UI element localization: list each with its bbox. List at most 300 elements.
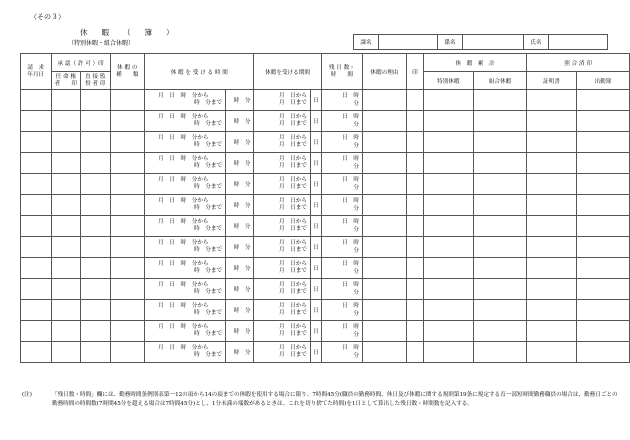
day-count-cell[interactable]: 日: [310, 300, 321, 321]
table-row: [21, 258, 630, 279]
remaining-cell[interactable]: [321, 195, 362, 216]
attendance-cell[interactable]: [576, 174, 629, 195]
day-count-cell[interactable]: 日: [310, 237, 321, 258]
name-label: 氏名: [524, 35, 549, 50]
seal-cell[interactable]: [406, 342, 423, 363]
remaining-min-label: 分: [353, 122, 359, 128]
reason-cell[interactable]: [363, 342, 407, 363]
remaining-cell[interactable]: [321, 111, 362, 132]
certificate-cell[interactable]: [527, 132, 576, 153]
approver-supervisor-cell[interactable]: [81, 111, 110, 132]
seal-cell[interactable]: [406, 300, 423, 321]
table-row: [21, 195, 630, 216]
remaining-min-label: 分: [353, 290, 359, 296]
special-leave-cell[interactable]: [423, 279, 473, 300]
leave-period-range-cell[interactable]: [254, 237, 311, 258]
approver-duty-cell[interactable]: [51, 279, 81, 300]
day-count-cell[interactable]: 日: [310, 195, 321, 216]
time-from-label: 月 日 時 分から: [158, 303, 209, 309]
leave-type-cell[interactable]: [110, 216, 145, 237]
time-to-label: 時 分まで: [194, 121, 223, 127]
leave-period-range-cell[interactable]: [254, 90, 311, 111]
remaining-day-label: 日 時: [342, 303, 359, 309]
leave-type-cell[interactable]: [110, 279, 145, 300]
leave-type-cell[interactable]: [110, 195, 145, 216]
header-remaining: 残 日 数・ 時 間: [321, 54, 362, 90]
seal-cell[interactable]: [406, 321, 423, 342]
union-leave-cell[interactable]: [473, 153, 527, 174]
special-leave-cell[interactable]: [423, 90, 473, 111]
approver-duty-cell[interactable]: [51, 132, 81, 153]
remaining-min-label: 分: [353, 101, 359, 107]
leave-period-range-cell[interactable]: [254, 279, 311, 300]
remaining-cell[interactable]: [321, 174, 362, 195]
reason-cell[interactable]: [363, 132, 407, 153]
special-leave-cell[interactable]: [423, 237, 473, 258]
footnote-label: (注): [22, 392, 32, 398]
day-count-cell[interactable]: 日: [310, 111, 321, 132]
reason-cell[interactable]: [363, 321, 407, 342]
approver-supervisor-cell[interactable]: [81, 279, 110, 300]
request-date-cell[interactable]: [21, 216, 52, 237]
remaining-min-label: 分: [353, 332, 359, 338]
leave-time-range-cell[interactable]: [145, 237, 226, 258]
special-leave-cell[interactable]: [423, 111, 473, 132]
header-approver-supervisor: 直 接 監 督 者 印: [81, 72, 110, 90]
day-count-cell[interactable]: 日: [310, 321, 321, 342]
table-row: [21, 216, 630, 237]
special-leave-cell[interactable]: [423, 132, 473, 153]
time-to-label: 時 分まで: [194, 163, 223, 169]
attendance-cell[interactable]: [576, 342, 629, 363]
remaining-cell[interactable]: [321, 279, 362, 300]
union-leave-cell[interactable]: [473, 111, 527, 132]
time-to-label: 時 分まで: [194, 247, 223, 253]
approver-duty-cell[interactable]: [51, 258, 81, 279]
hours-minutes-cell[interactable]: 時 分: [226, 237, 254, 258]
remaining-cell[interactable]: [321, 90, 362, 111]
leave-period-range-cell[interactable]: [254, 321, 311, 342]
union-leave-cell[interactable]: [473, 132, 527, 153]
header-leave-time: 休 暇 を 受 け る 時 間: [145, 54, 254, 90]
table-row: [21, 174, 630, 195]
attendance-cell[interactable]: [576, 279, 629, 300]
leave-period-range-cell[interactable]: [254, 153, 311, 174]
remaining-day-label: 日 時: [342, 135, 359, 141]
certificate-cell[interactable]: [527, 258, 576, 279]
header-seal: 印: [406, 54, 423, 90]
leave-time-range-cell[interactable]: [145, 111, 226, 132]
leave-type-cell[interactable]: [110, 90, 145, 111]
form-title: 休暇（簿）: [80, 28, 188, 37]
period-from-label: 月 日から: [278, 282, 307, 288]
remaining-day-label: 日 時: [342, 177, 359, 183]
leave-period-range-cell[interactable]: [254, 195, 311, 216]
hours-minutes-cell[interactable]: 時 分: [226, 174, 254, 195]
hours-minutes-cell[interactable]: 時 分: [226, 342, 254, 363]
header-union-leave: 組合休暇: [473, 72, 527, 90]
remaining-day-label: 日 時: [342, 261, 359, 267]
certificate-cell[interactable]: [527, 216, 576, 237]
time-to-label: 時 分まで: [194, 184, 223, 190]
attendance-cell[interactable]: [576, 258, 629, 279]
request-date-cell[interactable]: [21, 342, 52, 363]
header-special-leave: 特別休暇: [423, 72, 473, 90]
day-count-cell[interactable]: 日: [310, 153, 321, 174]
request-date-cell[interactable]: [21, 279, 52, 300]
seal-cell[interactable]: [406, 153, 423, 174]
remaining-day-label: 日 時: [342, 240, 359, 246]
remaining-min-label: 分: [353, 248, 359, 254]
period-to-label: 月 日まで: [278, 289, 307, 295]
approver-duty-cell[interactable]: [51, 216, 81, 237]
special-leave-cell[interactable]: [423, 321, 473, 342]
hours-minutes-cell[interactable]: 時 分: [226, 153, 254, 174]
period-from-label: 月 日から: [278, 198, 307, 204]
leave-register-table: [20, 53, 630, 363]
leave-period-range-cell[interactable]: [254, 216, 311, 237]
approver-duty-cell[interactable]: [51, 342, 81, 363]
time-from-label: 月 日 時 分から: [158, 261, 209, 267]
header-accumulation: 休 暇 累 計: [423, 54, 526, 72]
time-from-label: 月 日 時 分から: [158, 345, 209, 351]
reason-cell[interactable]: [363, 279, 407, 300]
leave-time-range-cell[interactable]: [145, 258, 226, 279]
period-from-label: 月 日から: [278, 93, 307, 99]
approver-supervisor-cell[interactable]: [81, 300, 110, 321]
table-row: [21, 237, 630, 258]
certificate-cell[interactable]: [527, 321, 576, 342]
remaining-day-label: 日 時: [342, 219, 359, 225]
leave-time-range-cell[interactable]: [145, 174, 226, 195]
time-from-label: 月 日 時 分から: [158, 93, 209, 99]
leave-period-range-cell[interactable]: [254, 174, 311, 195]
certificate-cell[interactable]: [527, 237, 576, 258]
time-to-label: 時 分まで: [194, 226, 223, 232]
seal-cell[interactable]: [406, 174, 423, 195]
attendance-cell[interactable]: [576, 132, 629, 153]
attendance-cell[interactable]: [576, 321, 629, 342]
approver-duty-cell[interactable]: [51, 195, 81, 216]
time-from-label: 月 日 時 分から: [158, 240, 209, 246]
certificate-cell[interactable]: [527, 174, 576, 195]
attendance-cell[interactable]: [576, 216, 629, 237]
name-field[interactable]: [549, 35, 608, 50]
reason-cell[interactable]: [363, 111, 407, 132]
union-leave-cell[interactable]: [473, 195, 527, 216]
leave-type-cell[interactable]: [110, 321, 145, 342]
request-date-cell[interactable]: [21, 90, 52, 111]
request-date-cell[interactable]: [21, 300, 52, 321]
period-from-label: 月 日から: [278, 261, 307, 267]
approver-supervisor-cell[interactable]: [81, 321, 110, 342]
period-from-label: 月 日から: [278, 156, 307, 162]
request-date-cell[interactable]: [21, 174, 52, 195]
approver-supervisor-cell[interactable]: [81, 258, 110, 279]
leave-type-cell[interactable]: [110, 111, 145, 132]
table-row: [21, 132, 630, 153]
leave-type-cell[interactable]: [110, 258, 145, 279]
section-field[interactable]: [463, 35, 524, 50]
reason-cell[interactable]: [363, 90, 407, 111]
department-label: 課名: [354, 35, 379, 50]
certificate-cell[interactable]: [527, 300, 576, 321]
period-to-label: 月 日まで: [278, 142, 307, 148]
period-to-label: 月 日まで: [278, 100, 307, 106]
request-date-cell[interactable]: [21, 111, 52, 132]
remaining-cell[interactable]: [321, 300, 362, 321]
period-from-label: 月 日から: [278, 303, 307, 309]
page-label: （その３）: [30, 13, 65, 21]
time-from-label: 月 日 時 分から: [158, 282, 209, 288]
period-from-label: 月 日から: [278, 114, 307, 120]
leave-time-range-cell[interactable]: [145, 153, 226, 174]
hours-minutes-cell[interactable]: 時 分: [226, 279, 254, 300]
remaining-day-label: 日 時: [342, 324, 359, 330]
seal-cell[interactable]: [406, 195, 423, 216]
header-approver-duty: 任 命 権 者 印: [51, 72, 81, 90]
leave-time-range-cell[interactable]: [145, 195, 226, 216]
approver-supervisor-cell[interactable]: [81, 153, 110, 174]
seal-cell[interactable]: [406, 279, 423, 300]
union-leave-cell[interactable]: [473, 300, 527, 321]
certificate-cell[interactable]: [527, 279, 576, 300]
seal-cell[interactable]: [406, 216, 423, 237]
table-row: [21, 342, 630, 363]
hours-minutes-cell[interactable]: 時 分: [226, 216, 254, 237]
leave-period-range-cell[interactable]: [254, 258, 311, 279]
hours-minutes-cell[interactable]: 時 分: [226, 300, 254, 321]
remaining-cell[interactable]: [321, 216, 362, 237]
leave-time-range-cell[interactable]: [145, 216, 226, 237]
leave-time-range-cell[interactable]: [145, 321, 226, 342]
request-date-cell[interactable]: [21, 132, 52, 153]
approver-duty-cell[interactable]: [51, 153, 81, 174]
time-to-label: 時 分まで: [194, 289, 223, 295]
period-to-label: 月 日まで: [278, 163, 307, 169]
union-leave-cell[interactable]: [473, 216, 527, 237]
time-from-label: 月 日 時 分から: [158, 135, 209, 141]
leave-time-range-cell[interactable]: [145, 279, 226, 300]
seal-cell[interactable]: [406, 132, 423, 153]
attendance-cell[interactable]: [576, 153, 629, 174]
day-count-cell[interactable]: 日: [310, 216, 321, 237]
header-request-date: 請 求 年月日: [21, 54, 52, 90]
leave-time-range-cell[interactable]: [145, 342, 226, 363]
day-count-cell[interactable]: 日: [310, 258, 321, 279]
special-leave-cell[interactable]: [423, 174, 473, 195]
period-from-label: 月 日から: [278, 219, 307, 225]
period-to-label: 月 日まで: [278, 205, 307, 211]
special-leave-cell[interactable]: [423, 153, 473, 174]
union-leave-cell[interactable]: [473, 258, 527, 279]
hours-minutes-cell[interactable]: 時 分: [226, 258, 254, 279]
reason-cell[interactable]: [363, 216, 407, 237]
day-count-cell[interactable]: 日: [310, 90, 321, 111]
table-row: [21, 90, 630, 111]
header-check: 照 合 済 印: [527, 54, 630, 72]
leave-period-range-cell[interactable]: [254, 132, 311, 153]
period-to-label: 月 日まで: [278, 310, 307, 316]
approver-duty-cell[interactable]: [51, 237, 81, 258]
attendance-cell[interactable]: [576, 111, 629, 132]
seal-cell[interactable]: [406, 237, 423, 258]
remaining-min-label: 分: [353, 311, 359, 317]
footnote: [22, 391, 622, 409]
time-from-label: 月 日 時 分から: [158, 156, 209, 162]
reason-cell[interactable]: [363, 153, 407, 174]
time-to-label: 時 分まで: [194, 352, 223, 358]
time-to-label: 時 分まで: [194, 142, 223, 148]
leave-type-cell[interactable]: [110, 300, 145, 321]
reason-cell[interactable]: [363, 300, 407, 321]
request-date-cell[interactable]: [21, 258, 52, 279]
remaining-day-label: 日 時: [342, 93, 359, 99]
remaining-min-label: 分: [353, 227, 359, 233]
union-leave-cell[interactable]: [473, 90, 527, 111]
certificate-cell[interactable]: [527, 111, 576, 132]
special-leave-cell[interactable]: [423, 342, 473, 363]
approver-supervisor-cell[interactable]: [81, 195, 110, 216]
request-date-cell[interactable]: [21, 153, 52, 174]
remaining-day-label: 日 時: [342, 156, 359, 162]
special-leave-cell[interactable]: [423, 216, 473, 237]
header-leave-type: 休 暇 の 種 類: [110, 54, 145, 90]
union-leave-cell[interactable]: [473, 321, 527, 342]
time-from-label: 月 日 時 分から: [158, 219, 209, 225]
approver-supervisor-cell[interactable]: [81, 174, 110, 195]
remaining-day-label: 日 時: [342, 114, 359, 120]
hours-minutes-cell[interactable]: 時 分: [226, 321, 254, 342]
hours-minutes-cell[interactable]: 時 分: [226, 111, 254, 132]
seal-cell[interactable]: [406, 90, 423, 111]
period-to-label: 月 日まで: [278, 268, 307, 274]
department-field[interactable]: [379, 35, 438, 50]
leave-type-cell[interactable]: [110, 132, 145, 153]
section-label: 係名: [438, 35, 463, 50]
union-leave-cell[interactable]: [473, 342, 527, 363]
certificate-cell[interactable]: [527, 195, 576, 216]
approver-supervisor-cell[interactable]: [81, 237, 110, 258]
time-from-label: 月 日 時 分から: [158, 324, 209, 330]
approver-supervisor-cell[interactable]: [81, 90, 110, 111]
union-leave-cell[interactable]: [473, 237, 527, 258]
hours-minutes-cell[interactable]: 時 分: [226, 132, 254, 153]
header-fields-table: [353, 34, 608, 50]
request-date-cell[interactable]: [21, 195, 52, 216]
table-row: [21, 279, 630, 300]
approver-supervisor-cell[interactable]: [81, 342, 110, 363]
seal-cell[interactable]: [406, 111, 423, 132]
period-to-label: 月 日まで: [278, 226, 307, 232]
time-to-label: 時 分まで: [194, 268, 223, 274]
approver-duty-cell[interactable]: [51, 174, 81, 195]
leave-period-range-cell[interactable]: [254, 111, 311, 132]
header-reason: 休暇の理由: [363, 54, 407, 90]
header-attendance: 出勤簿: [576, 72, 629, 90]
hours-minutes-cell[interactable]: 時 分: [226, 90, 254, 111]
leave-type-cell[interactable]: [110, 153, 145, 174]
day-count-cell[interactable]: 日: [310, 132, 321, 153]
period-to-label: 月 日まで: [278, 352, 307, 358]
time-to-label: 時 分まで: [194, 310, 223, 316]
day-count-cell[interactable]: 日: [310, 174, 321, 195]
remaining-cell[interactable]: [321, 132, 362, 153]
certificate-cell[interactable]: [527, 90, 576, 111]
special-leave-cell[interactable]: [423, 195, 473, 216]
attendance-cell[interactable]: [576, 300, 629, 321]
leave-type-cell[interactable]: [110, 342, 145, 363]
leave-type-cell[interactable]: [110, 174, 145, 195]
leave-period-range-cell[interactable]: [254, 300, 311, 321]
special-leave-cell[interactable]: [423, 300, 473, 321]
approver-supervisor-cell[interactable]: [81, 216, 110, 237]
header-certificate: 証明書: [527, 72, 576, 90]
leave-time-range-cell[interactable]: [145, 300, 226, 321]
remaining-cell[interactable]: [321, 237, 362, 258]
reason-cell[interactable]: [363, 237, 407, 258]
leave-time-range-cell[interactable]: [145, 132, 226, 153]
leave-period-range-cell[interactable]: [254, 342, 311, 363]
remaining-day-label: 日 時: [342, 198, 359, 204]
union-leave-cell[interactable]: [473, 279, 527, 300]
approver-duty-cell[interactable]: [51, 321, 81, 342]
approver-duty-cell[interactable]: [51, 90, 81, 111]
remaining-cell[interactable]: [321, 153, 362, 174]
table-row: [21, 300, 630, 321]
time-from-label: 月 日 時 分から: [158, 198, 209, 204]
remaining-min-label: 分: [353, 185, 359, 191]
seal-cell[interactable]: [406, 258, 423, 279]
remaining-min-label: 分: [353, 143, 359, 149]
request-date-cell[interactable]: [21, 237, 52, 258]
remaining-cell[interactable]: [321, 258, 362, 279]
union-leave-cell[interactable]: [473, 174, 527, 195]
day-count-cell[interactable]: 日: [310, 279, 321, 300]
hours-minutes-cell[interactable]: 時 分: [226, 195, 254, 216]
remaining-cell[interactable]: [321, 342, 362, 363]
remaining-min-label: 分: [353, 353, 359, 359]
remaining-cell[interactable]: [321, 321, 362, 342]
attendance-cell[interactable]: [576, 90, 629, 111]
certificate-cell[interactable]: [527, 342, 576, 363]
table-row: [21, 111, 630, 132]
approver-duty-cell[interactable]: [51, 111, 81, 132]
period-from-label: 月 日から: [278, 177, 307, 183]
remaining-min-label: 分: [353, 206, 359, 212]
approver-supervisor-cell[interactable]: [81, 132, 110, 153]
table-row: [21, 321, 630, 342]
day-count-cell[interactable]: 日: [310, 342, 321, 363]
attendance-cell[interactable]: [576, 237, 629, 258]
leave-type-cell[interactable]: [110, 237, 145, 258]
certificate-cell[interactable]: [527, 153, 576, 174]
special-leave-cell[interactable]: [423, 258, 473, 279]
reason-cell[interactable]: [363, 258, 407, 279]
remaining-min-label: 分: [353, 164, 359, 170]
time-from-label: 月 日 時 分から: [158, 114, 209, 120]
leave-time-range-cell[interactable]: [145, 90, 226, 111]
reason-cell[interactable]: [363, 174, 407, 195]
reason-cell[interactable]: [363, 195, 407, 216]
attendance-cell[interactable]: [576, 195, 629, 216]
approver-duty-cell[interactable]: [51, 300, 81, 321]
header-leave-period: 休暇を受ける期間: [254, 54, 321, 90]
period-to-label: 月 日まで: [278, 184, 307, 190]
request-date-cell[interactable]: [21, 321, 52, 342]
period-from-label: 月 日から: [278, 345, 307, 351]
table-row: [21, 153, 630, 174]
